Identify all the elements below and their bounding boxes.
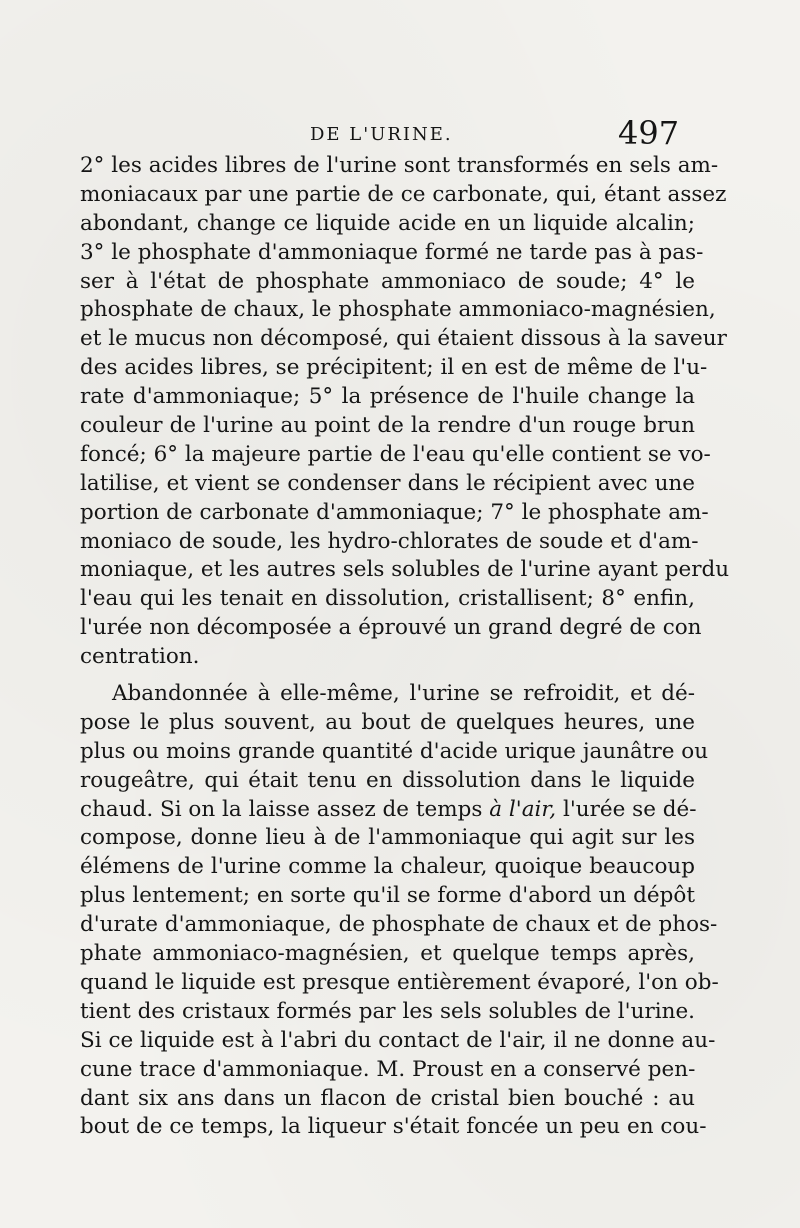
text-line: latilise, et vient se condenser dans le récipient avec une bbox=[80, 470, 695, 496]
text-line: l'urée non décomposée a éprouvé un grand degré de con bbox=[80, 615, 702, 641]
text-line: moniacaux par une partie de ce carbonate, qui, étant assez bbox=[80, 181, 727, 207]
text-line: plus lentement; en sorte qu'il se forme d'abord un dépôt bbox=[80, 883, 695, 909]
italic-phrase: à l'air, bbox=[489, 796, 557, 822]
text-line: centration. bbox=[80, 644, 200, 670]
text-line: couleur de l'urine au point de la rendre d'un rouge brun bbox=[80, 413, 695, 439]
text-line: moniaco de soude, les hydro-chlorates de soude et d'am- bbox=[80, 528, 699, 554]
text-line: 2° les acides libres de l'urine sont transformés en sels am- bbox=[80, 153, 719, 178]
text-line: plus ou moins grande quantité d'acide urique jaunâtre ou bbox=[80, 738, 709, 764]
body-text bbox=[80, 152, 730, 1142]
text-line: phosphate de chaux, le phosphate ammoniaco-magnésien, bbox=[80, 297, 716, 323]
text-segment: chaud. Si on la laisse assez de temps bbox=[80, 796, 490, 822]
text-line: tient des cristaux formés par les sels solubles de l'urine. bbox=[80, 998, 695, 1024]
text-line: Si ce liquide est à l'abri du contact de l'air, il ne donne au- bbox=[80, 1027, 716, 1053]
text-line: moniaque, et les autres sels solubles de l'urine ayant perdu bbox=[80, 557, 730, 583]
text-line bbox=[80, 796, 695, 825]
text-line: d'urate d'ammoniaque, de phosphate de chaux et de phos- bbox=[80, 912, 718, 938]
text-line: bout de ce temps, la liqueur s'était foncée un peu en cou- bbox=[80, 1114, 707, 1140]
text-line: rate d'ammoniaque; 5° la présence de l'huile change la bbox=[80, 384, 695, 410]
paragraph-2 bbox=[80, 680, 719, 1142]
text-line: quand le liquide est presque entièrement évaporé, l'on ob- bbox=[80, 969, 719, 995]
header-title: DE L'URINE. bbox=[310, 124, 453, 145]
text-line: compose, donne lieu à de l'ammoniaque qui agit sur les bbox=[80, 825, 695, 851]
text-line: abondant, change ce liquide acide en un liquide alcalin; bbox=[80, 210, 695, 236]
text-line: et le mucus non décomposé, qui étaient dissous à la saveur bbox=[80, 326, 727, 352]
text-line: phate ammoniaco-magnésien, et quelque temps après, bbox=[80, 941, 695, 967]
text-line: rougeâtre, qui était tenu en dissolution dans le liquide bbox=[80, 767, 695, 793]
text-line: portion de carbonate d'ammoniaque; 7° le phosphate am- bbox=[80, 499, 709, 525]
text-line: pose le plus souvent, au bout de quelques heures, une bbox=[80, 709, 695, 735]
page-number: 497 bbox=[618, 114, 680, 152]
text-line: dant six ans dans un flacon de cristal bien bouché : au bbox=[80, 1085, 695, 1111]
text-line: 3° le phosphate d'ammoniaque formé ne tarde pas à pas- bbox=[80, 239, 704, 265]
text-line: Abandonnée à elle-même, l'urine se refroidit, et dé- bbox=[112, 681, 695, 707]
text-line: élémens de l'urine comme la chaleur, quoique beaucoup bbox=[80, 854, 695, 880]
paragraph-1 bbox=[80, 152, 730, 672]
paragraph-gap bbox=[80, 672, 695, 680]
text-line: foncé; 6° la majeure partie de l'eau qu'elle contient se vo- bbox=[80, 441, 711, 467]
text-line: cune trace d'ammoniaque. M. Proust en a conservé pen- bbox=[80, 1056, 696, 1082]
text-line: des acides libres, se précipitent; il en est de même de l'u- bbox=[80, 355, 708, 381]
text-line: ser à l'état de phosphate ammoniaco de soude; 4° le bbox=[80, 268, 695, 294]
text-line: l'eau qui les tenait en dissolution, cristallisent; 8° enfin, bbox=[80, 586, 695, 612]
text-segment: l'urée se dé- bbox=[556, 796, 697, 822]
